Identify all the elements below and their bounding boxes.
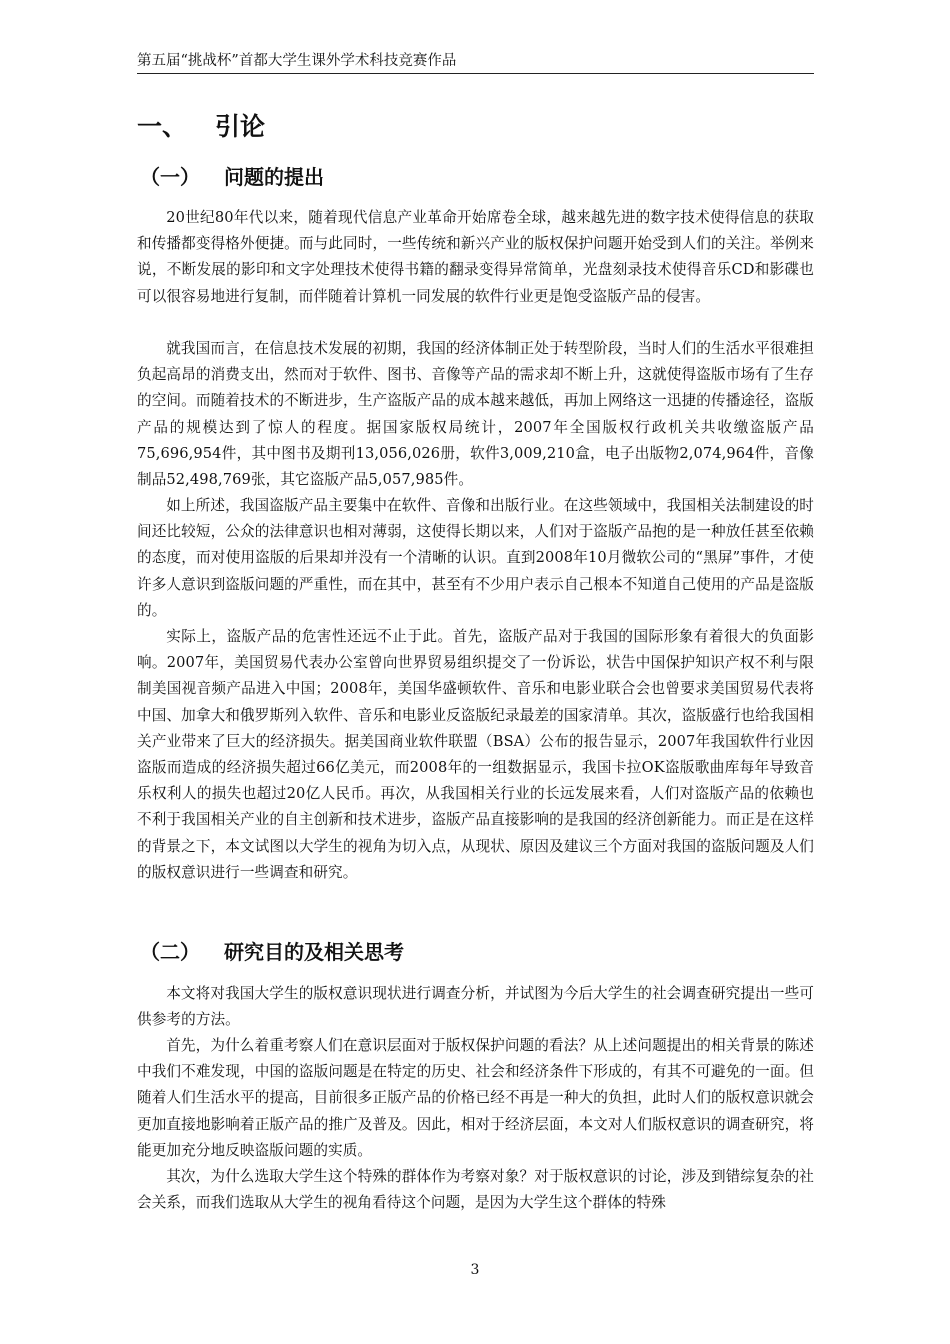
- section-heading: [140, 163, 324, 191]
- page-number: 3: [470, 1262, 480, 1278]
- paragraph: 其次，为什么选取大学生这个特殊的群体作为考察对象？对于版权意识的讨论，涉及到错综复杂的社会关系，而我们选取从大学生的视角看待这个问题，是因为大学生这个群体的特殊: [137, 1168, 814, 1212]
- paragraph: 实际上，盗版产品的危害性还远不止于此。首先，盗版产品对于我国的国际形象有着很大的负面影响。2007年，美国贸易代表办公室曾向世界贸易组织提交了一份诉讼，状告中国保护知识产权不利与限制美国视音频产品进入中国；2008年，美国华盛顿软件、音乐和电影业联合会也曾要求美国贸易代表将中国、加拿大和俄罗斯列入软件、音乐和电影业反盗版纪录最差的国家清单。其次，盗版盛行也给我国相关产业带来了巨大的经济损失。据美国商业软件联盟（BSA）公布的报告显示，2007年我国软件行业因盗版而造成的经济损失超过66亿美元，而2008年的一组数据显示，我国卡拉OK盗版歌曲库每年导致音乐权利人的损失也超过20亿人民币。再次，从我国相关行业的长远发展来看，人们对盗版产品的依赖也不利于我国相关产业的自主创新和技术进步，盗版产品直接影响的是我国的经济创新能力。而正是在这样的背景之下，本文试图以大学生的视角为切入点，从现状、原因及建议三个方面对我国的盗版问题及人们的版权意识进行一些调查和研究。: [137, 628, 814, 881]
- paragraph: 20世纪80年代以来，随着现代信息产业革命开始席卷全球，越来越先进的数字技术使得信息的获取和传播都变得格外便捷。而与此同时，一些传统和新兴产业的版权保护问题开始受到人们的关注。举例来说，不断发展的影印和文字处理技术使得书籍的翻录变得异常简单，光盘刻录技术使得音乐CD和影碟也可以很容易地进行复制，而伴随着计算机一同发展的软件行业更是饱受盗版产品的侵害。: [137, 209, 814, 305]
- header-rule: [137, 73, 814, 74]
- paragraph: 本文将对我国大学生的版权意识现状进行调查分析，并试图为今后大学生的社会调查研究提出一些可供参考的方法。: [137, 985, 814, 1029]
- paragraph: 首先，为什么着重考察人们在意识层面对于版权保护问题的看法？从上述问题提出的相关背景的陈述中我们不难发现，中国的盗版问题是在特定的历史、社会和经济条件下形成的，有其不可避免的一面。但随着人们生活水平的提高，目前很多正版产品的价格已经不再是一种大的负担，此时人们的版权意识就会更加直接地影响着正版产品的推广及普及。因此，相对于经济层面，本文对人们版权意识的调查研究，将能更加充分地反映盗版问题的实质。: [137, 1037, 814, 1159]
- section-title: 研究目的及相关思考: [224, 940, 404, 964]
- page-header: 第五届“挑战杯”首都大学生课外学术科技竞赛作品: [137, 53, 457, 69]
- paragraph: 就我国而言，在信息技术发展的初期，我国的经济体制正处于转型阶段，当时人们的生活水平很难担负起高昂的消费支出，然而对于软件、图书、音像等产品的需求却不断上升，这就使得盗版市场有了生存的空间。而随着技术的不断进步，生产盗版产品的成本越来越低，再加上网络这一迅捷的传播途径，盗版产品的规模达到了惊人的程度。据国家版权局统计，2007年全国版权行政机关共收缴盗版产品75,696,954件，其中图书及期刊13,056,026册，软件3,009,210盒，电子出版物2,074,964件，音像制品52,498,769张，其它盗版产品5,057,985件。: [137, 340, 814, 489]
- chapter-number: 一、: [137, 112, 188, 141]
- chapter-heading: [137, 110, 265, 144]
- chapter-title: 引论: [215, 112, 266, 141]
- section-number: （二）: [140, 940, 200, 964]
- section-heading: [140, 938, 404, 966]
- section-number: （一）: [140, 165, 200, 189]
- section-title: 问题的提出: [224, 165, 324, 189]
- paragraph: 如上所述，我国盗版产品主要集中在软件、音像和出版行业。在这些领域中，我国相关法制建设的时间还比较短，公众的法律意识也相对薄弱，这使得长期以来，人们对于盗版产品抱的是一种放任甚至依赖的态度，而对使用盗版的后果却并没有一个清晰的认识。直到2008年10月微软公司的“黑屏”事件，才使许多人意识到盗版问题的严重性，而在其中，甚至有不少用户表示自己根本不知道自己使用的产品是盗版的。: [137, 497, 814, 619]
